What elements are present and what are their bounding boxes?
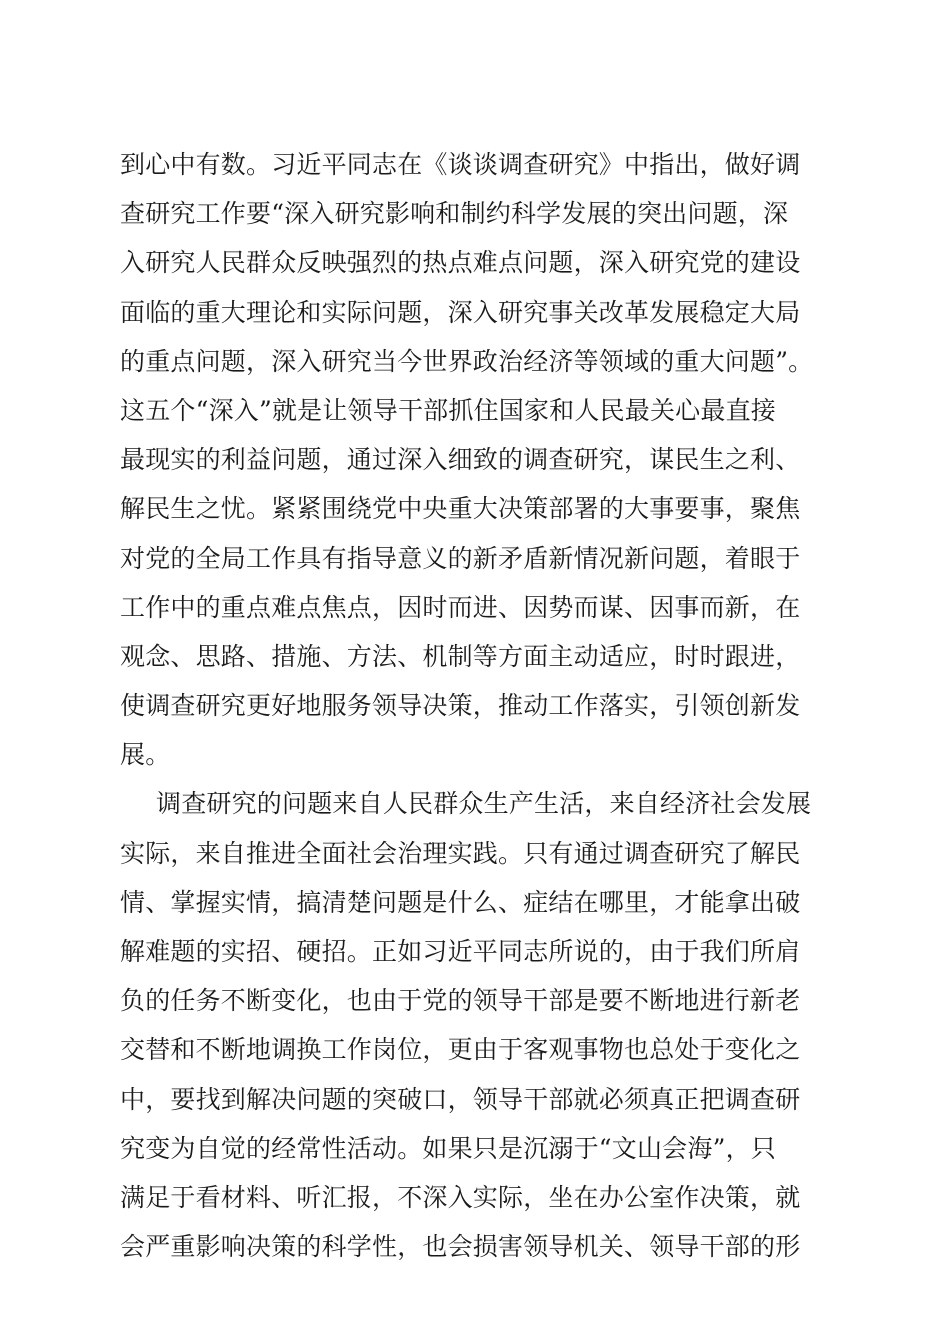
text-line: 解难题的实招、硬招。正如习近平同志所说的，由于我们所肩 xyxy=(120,937,801,966)
text-line: 观念、思路、措施、方法、机制等方面主动适应，时时跟进， xyxy=(120,641,801,671)
text-line: 最现实的利益问题，通过深入细致的调查研究，谋民生之利、 xyxy=(120,445,801,475)
paragraph-1 xyxy=(120,140,840,779)
text-line: 面临的重大理论和实际问题，深入研究事关改革发展稳定大局 xyxy=(120,297,801,327)
paragraph-2 xyxy=(120,779,840,1271)
text-line: 究变为自觉的经常性活动。如果只是沉溺于“文山会海”，只 xyxy=(120,1133,776,1163)
text-line: 展。 xyxy=(120,740,171,770)
text-line: 查研究工作要“深入研究影响和制约科学发展的突出问题，深 xyxy=(120,199,789,229)
text-line: 入研究人民群众反映强烈的热点难点问题，深入研究党的建设 xyxy=(120,248,801,278)
text-line: 中，要找到解决问题的突破口，领导干部就必须真正把调查研 xyxy=(120,1084,801,1114)
body-text xyxy=(120,140,840,1271)
text-line: 情、掌握实情，搞清楚问题是什么、症结在哪里，才能拿出破 xyxy=(120,887,801,917)
text-line: 的重点问题，深入研究当今世界政治经济等领域的重大问题”。 xyxy=(120,346,814,376)
text-line: 工作中的重点难点焦点，因时而进、因势而谋、因事而新，在 xyxy=(120,592,801,622)
text-line: 使调查研究更好地服务领导决策，推动工作落实，引领创新发 xyxy=(120,691,801,721)
text-line: 这五个“深入”就是让领导干部抓住国家和人民最关心最直接 xyxy=(120,395,776,425)
text-line: 实际，来自推进全面社会治理实践。只有通过调查研究了解民 xyxy=(120,838,801,868)
text-line: 到心中有数。习近平同志在《谈谈调查研究》中指出，做好调 xyxy=(120,150,801,179)
text-line: 会严重影响决策的科学性，也会损害领导机关、领导干部的形 xyxy=(120,1232,801,1262)
text-line: 负的任务不断变化，也由于党的领导干部是要不断地进行新老 xyxy=(120,986,801,1016)
text-line: 交替和不断地调换工作岗位，更由于客观事物也总处于变化之 xyxy=(120,1035,801,1065)
text-line: 满足于看材料、听汇报，不深入实际，坐在办公室作决策，就 xyxy=(120,1182,801,1212)
text-line: 对党的全局工作具有指导意义的新矛盾新情况新问题，着眼于 xyxy=(120,543,801,573)
text-line: 调查研究的问题来自人民群众生产生活，来自经济社会发展 xyxy=(156,789,812,819)
text-line: 解民生之忧。紧紧围绕党中央重大决策部署的大事要事，聚焦 xyxy=(120,494,801,524)
